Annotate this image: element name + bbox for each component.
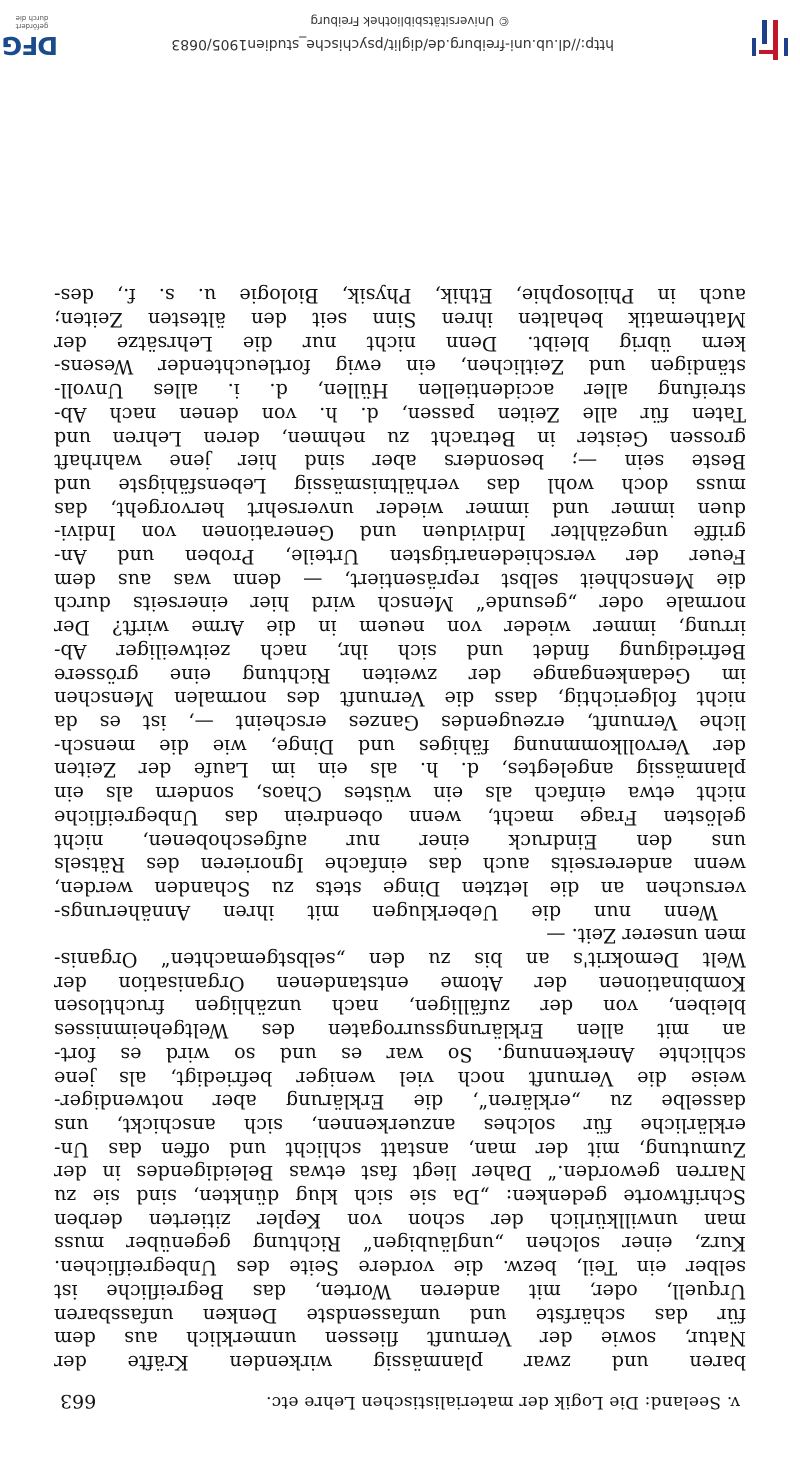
source-url[interactable]: http://dl.ub.uni-freiburg.de/diglit/psychische_studien1905/0683 xyxy=(171,36,614,52)
page-footer xyxy=(0,0,800,72)
text-line: kern übrig bleibt. Denn nicht nur die Lehrsätze der xyxy=(54,331,746,355)
text-line: ständigen und Zeitlichen, ein ewig fortleuchtender Wesens- xyxy=(54,355,746,379)
body-text xyxy=(54,284,746,1374)
text-line: Narren geworden.“ Daher liegt fast etwas Beleidigendes in der xyxy=(54,1161,746,1185)
text-line: erklärliche für solches anzuerkennen, sich anschickt, uns xyxy=(54,1113,746,1137)
text-line: irrung, immer wieder von neuem in die Arme wirft? Der xyxy=(54,616,746,640)
text-line: Kombinationen der Atome entstandenen Organisation der xyxy=(54,971,746,995)
copyright-notice: © Universitätsbibliothek Freiburg xyxy=(310,14,510,28)
text-line: für das schärfste und umfassendste Denken unfassbaren xyxy=(54,1303,746,1327)
text-line: Schriftworte gedenken: „Da sie sich klug dünkten, sind sie zu xyxy=(54,1185,746,1209)
text-line: liche Vernunft, erzeugendes Ganzes erscheint —, ist es da xyxy=(54,711,746,735)
text-line: selber ein Teil, bezw. die vordere Seite des Unbegreiflichen. xyxy=(54,1256,746,1280)
text-line: Mathematik behalten ihren Sinn seit den ältesten Zeiten; xyxy=(54,308,746,332)
text-line: auch in Philosophie, Ethik, Physik, Biologie u. s. f., des- xyxy=(54,284,746,308)
text-line: versuchen an die letzten Dinge stets zu Schanden werden, xyxy=(54,876,746,900)
text-line: grossen Geister in Betracht zu nehmen, deren Lehren und xyxy=(54,426,746,450)
text-line: baren und zwar planmässig wirkenden Kräfte der xyxy=(54,1351,746,1374)
text-line: Natur, sowie der Vernunft fliessen unmerklich aus dem xyxy=(54,1327,746,1351)
page-number: 663 xyxy=(60,1390,97,1412)
dfg-tagline: gefördert durch die xyxy=(15,14,49,30)
text-line: uns den Eindruck einer nur aufgeschobenen, nicht xyxy=(54,829,746,853)
text-line: nicht etwa einfach als ein wüstes Chaos, sondern als ein xyxy=(54,782,746,806)
text-line: die Menschheit selbst repräsentiert, — denn was aus dem xyxy=(54,568,746,592)
text-line: weise die Vernunft noch viel weniger befriedigt, als jene xyxy=(54,1066,746,1090)
text-line: griffe ungezählter Individuen und Generationen von Indivi- xyxy=(54,521,746,545)
text-line: men unserer Zeit. — xyxy=(546,924,746,948)
text-line: Befriedigung findet und sich ihr, nach zeitweiliger Ab- xyxy=(54,639,746,663)
text-line: bleiben, von der zufälligen, nach unzähligen fruchtlosen xyxy=(54,995,746,1019)
text-line: schlichte Anerkennung. So war es und so wird es fort- xyxy=(54,1042,746,1066)
ub-freiburg-logo-icon xyxy=(744,16,792,62)
text-line: der Vervollkommnung fähiges und Dinge, wie die mensch- xyxy=(54,734,746,758)
text-line: gelösten Frage macht, wenn obendrein das Unbegreifliche xyxy=(54,805,746,829)
text-line: normale oder „gesunde“ Mensch wird hier einerseits durch xyxy=(54,592,746,616)
text-line: streifung aller accidentiellen Hüllen, d. i. alles Unvoll- xyxy=(54,379,746,403)
dfg-logo-letters: DFG xyxy=(2,31,58,60)
running-head-title: v. Seeland: Die Logik der materialistischen Lehre etc. xyxy=(265,1392,740,1412)
text-line: Zumutung, mit der man, anstatt schlicht und offen das Un- xyxy=(54,1137,746,1161)
text-line: muss doch wohl das verhältnismässig Lebensfähigste und xyxy=(54,473,746,497)
running-head xyxy=(60,1384,740,1412)
text-line: Feuer der verschiedenartigsten Urteile, Proben und An- xyxy=(54,545,746,569)
text-line: an mit allen Erklärungssurrogaten des Weltgeheimnisses xyxy=(54,1019,746,1043)
text-line: Welt Demokrit's an bis zu den „selbstgemachten“ Organis- xyxy=(54,948,746,972)
text-line: Urquell, oder, mit anderen Worten, das Begreifliche ist xyxy=(54,1279,746,1303)
dfg-logo-icon xyxy=(2,12,58,60)
text-line: Beste sein —; besonders aber sind hier jene wahrhaft xyxy=(54,450,746,474)
text-line: wenn andererseits auch das einfache Ignorieren des Rätsels xyxy=(54,853,746,877)
text-line: planmässig angelegtes, d. h. als ein im Laufe der Zeiten xyxy=(54,758,746,782)
text-line: Taten für alle Zeiten passen, d. h. von denen nach Ab- xyxy=(54,402,746,426)
text-line: dasselbe zu „erklären“, die Erklärung aber notwendiger- xyxy=(54,1090,746,1114)
text-line: Kurz, einer solchen „ungläubigen“ Richtung gegenüber muss xyxy=(54,1232,746,1256)
text-line: nicht folgerichtig, dass die Vernunft des normalen Menschen xyxy=(54,687,746,711)
text-line: im Gedankengange der zweiten Richtung eine grössere xyxy=(54,663,746,687)
text-line: duen immer und immer wieder unversehrt hervorgeht, das xyxy=(54,497,746,521)
text-line: Wenn nun die Ueberklugen mit ihren Annäherungs- xyxy=(54,900,718,924)
text-line: man unwillkürlich der schon von Kepler zitierten derben xyxy=(54,1208,746,1232)
